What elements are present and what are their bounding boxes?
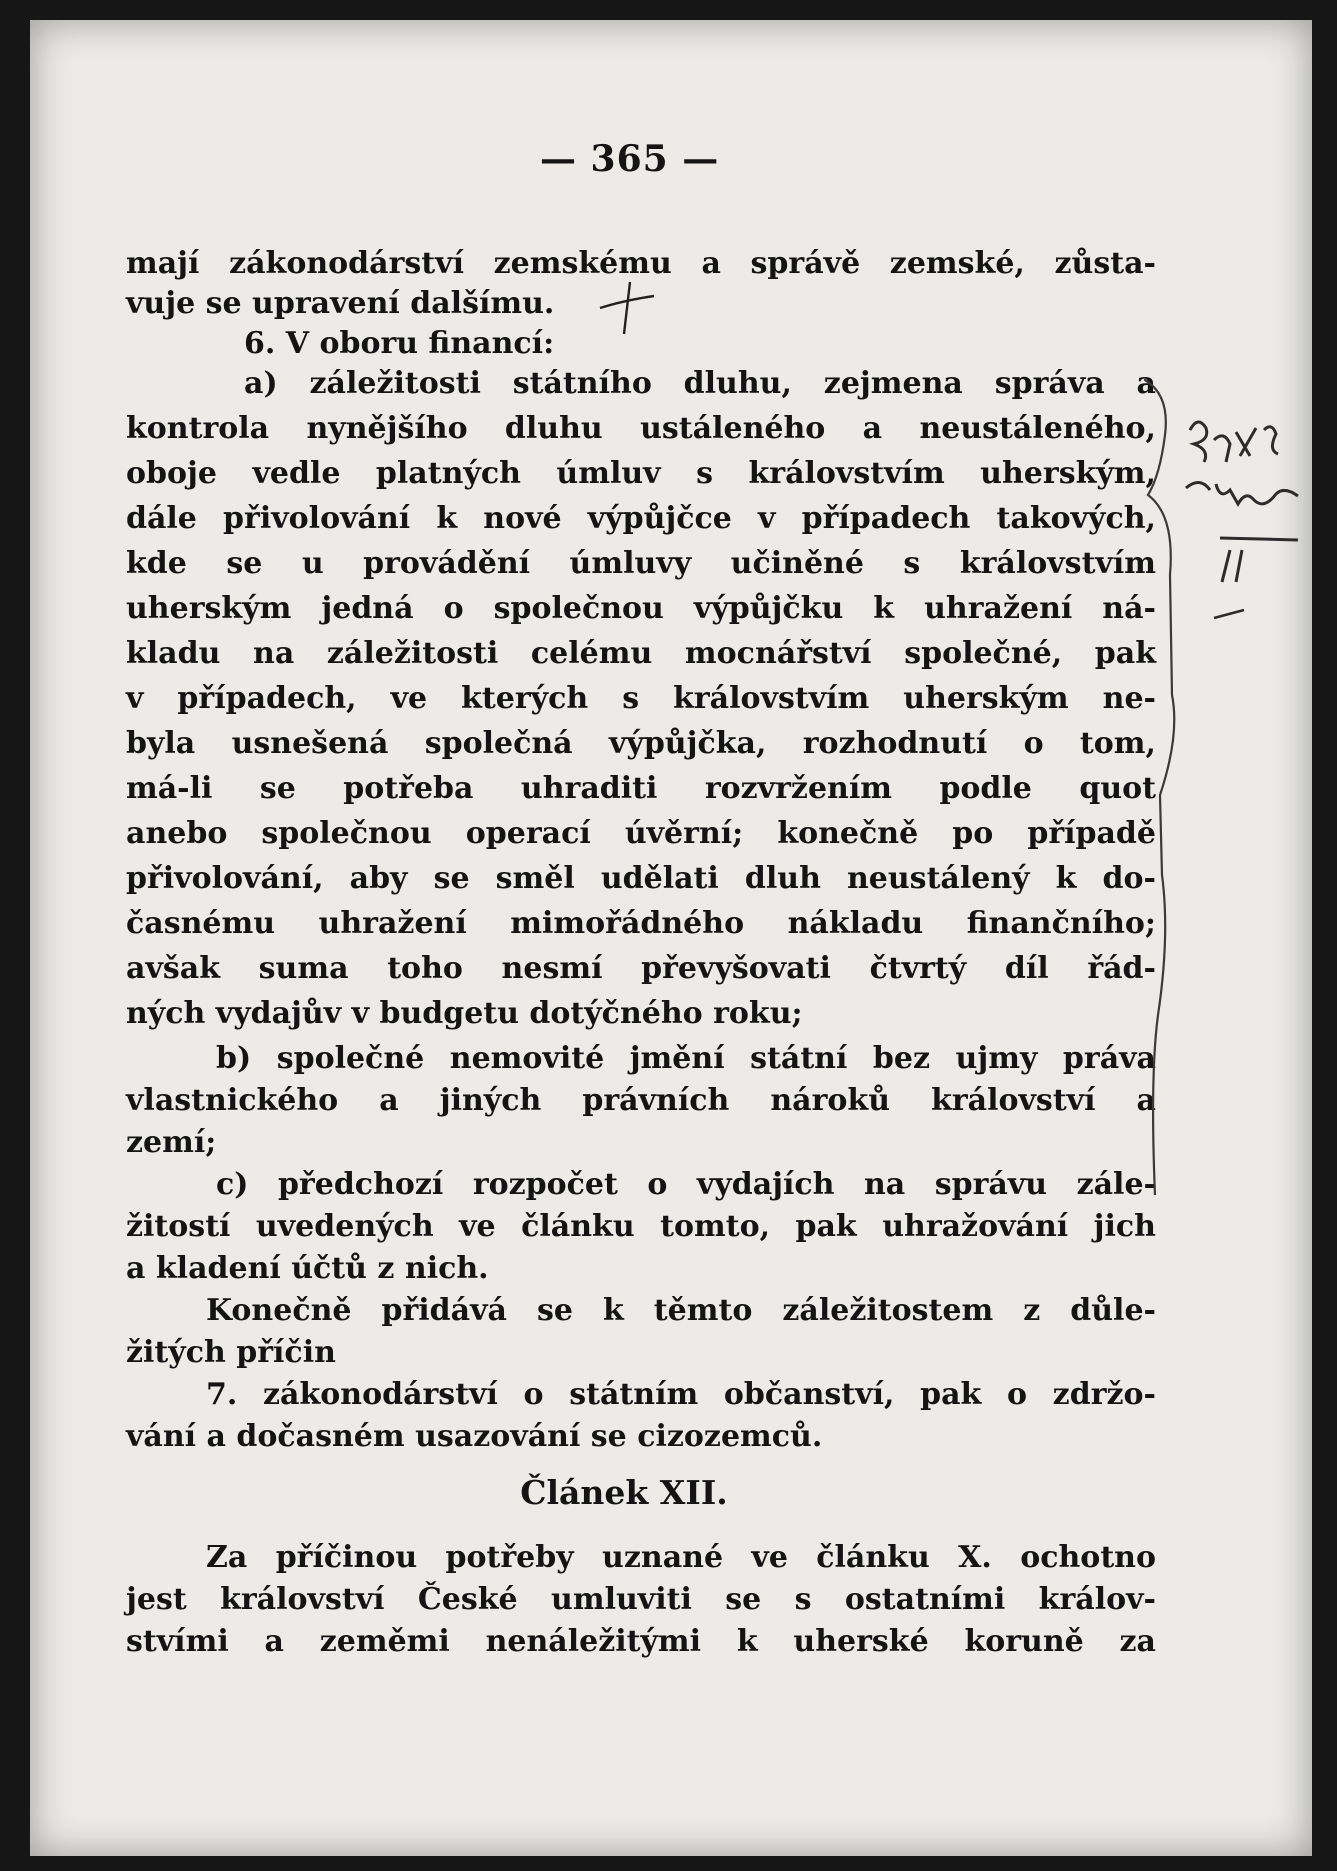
text-line-28: vání a dočasném usazování se cizozemců. — [126, 1419, 823, 1454]
text-line-9: uherským jedná o společnou výpůjčku k uhražení ná- — [126, 591, 1156, 626]
text-line-8: kde se u provádění úmluvy učiněné s královstvím — [126, 546, 1156, 581]
text-line-30: Za příčinou potřeby uznané ve článku X. ochotno — [206, 1540, 1156, 1575]
text-line-5: kontrola nynějšího dluhu ustáleného a neustáleného, — [126, 411, 1156, 446]
handwritten-margin-note — [1180, 410, 1312, 650]
text-line-2: vuje se upravení dalšímu. — [126, 286, 555, 321]
text-line-19: b) společné nemovité jmění státní bez ujmy práva — [216, 1041, 1156, 1076]
text-line-15: přivolování, aby se směl udělati dluh neustálený k do- — [126, 861, 1156, 896]
text-line-12: byla usnešená společná výpůjčka, rozhodnutí o tom, — [126, 726, 1156, 761]
text-line-14: anebo společnou operací úvěrní; konečně po případě — [126, 816, 1156, 851]
text-line-27: 7. zákonodárství o státním občanství, pak o zdržo- — [206, 1377, 1156, 1412]
text-line-26: žitých příčin — [126, 1335, 336, 1370]
text-line-4: a) záležitosti státního dluhu, zejmena správa a — [244, 366, 1156, 401]
text-line-18: ných vydajův v budgetu dotýčného roku; — [126, 996, 803, 1031]
text-line-13: má-li se potřeba uhraditi rozvržením podle quot — [126, 771, 1156, 806]
text-line-23: žitostí uvedených ve článku tomto, pak uhražování jich — [126, 1209, 1156, 1244]
text-line-31: jest království České umluviti se s ostatními králov- — [126, 1582, 1156, 1617]
text-line-25: Konečně přidává se k těmto záležitostem z důle- — [206, 1293, 1156, 1328]
text-line-10: kladu na záležitosti celému mocnářství společné, pak — [126, 636, 1156, 671]
text-line-16: časnému uhražení mimořádného nákladu finančního; — [126, 906, 1156, 941]
text-line-20: vlastnického a jiných právních nároků království a — [126, 1083, 1156, 1118]
text-line-17: avšak suma toho nesmí převyšovati čtvrtý díl řád- — [126, 951, 1156, 986]
document-page — [30, 20, 1312, 1856]
text-line-24: a kladení účtů z nich. — [126, 1251, 489, 1286]
text-line-21: zemí; — [126, 1125, 217, 1160]
pen-strike-mark — [596, 278, 656, 338]
text-line-32: stvími a zeměmi nenáležitými k uherské koruně za — [126, 1624, 1156, 1659]
section-heading: Článek XII. — [520, 1473, 728, 1512]
text-line-3: 6. V oboru financí: — [244, 326, 555, 361]
text-line-1: mají zákonodárství zemskému a správě zemské, zůsta- — [126, 246, 1156, 281]
text-line-7: dále přivolování k nové výpůjčce v případech takových, — [126, 501, 1156, 536]
text-line-11: v případech, ve kterých s královstvím uherským ne- — [126, 681, 1156, 716]
text-line-22: c) předchozí rozpočet o vydajích na správu zále- — [216, 1167, 1156, 1202]
page-number: — 365 — — [540, 138, 720, 180]
text-line-6: oboje vedle platných úmluv s královstvím uherským, — [126, 456, 1156, 491]
